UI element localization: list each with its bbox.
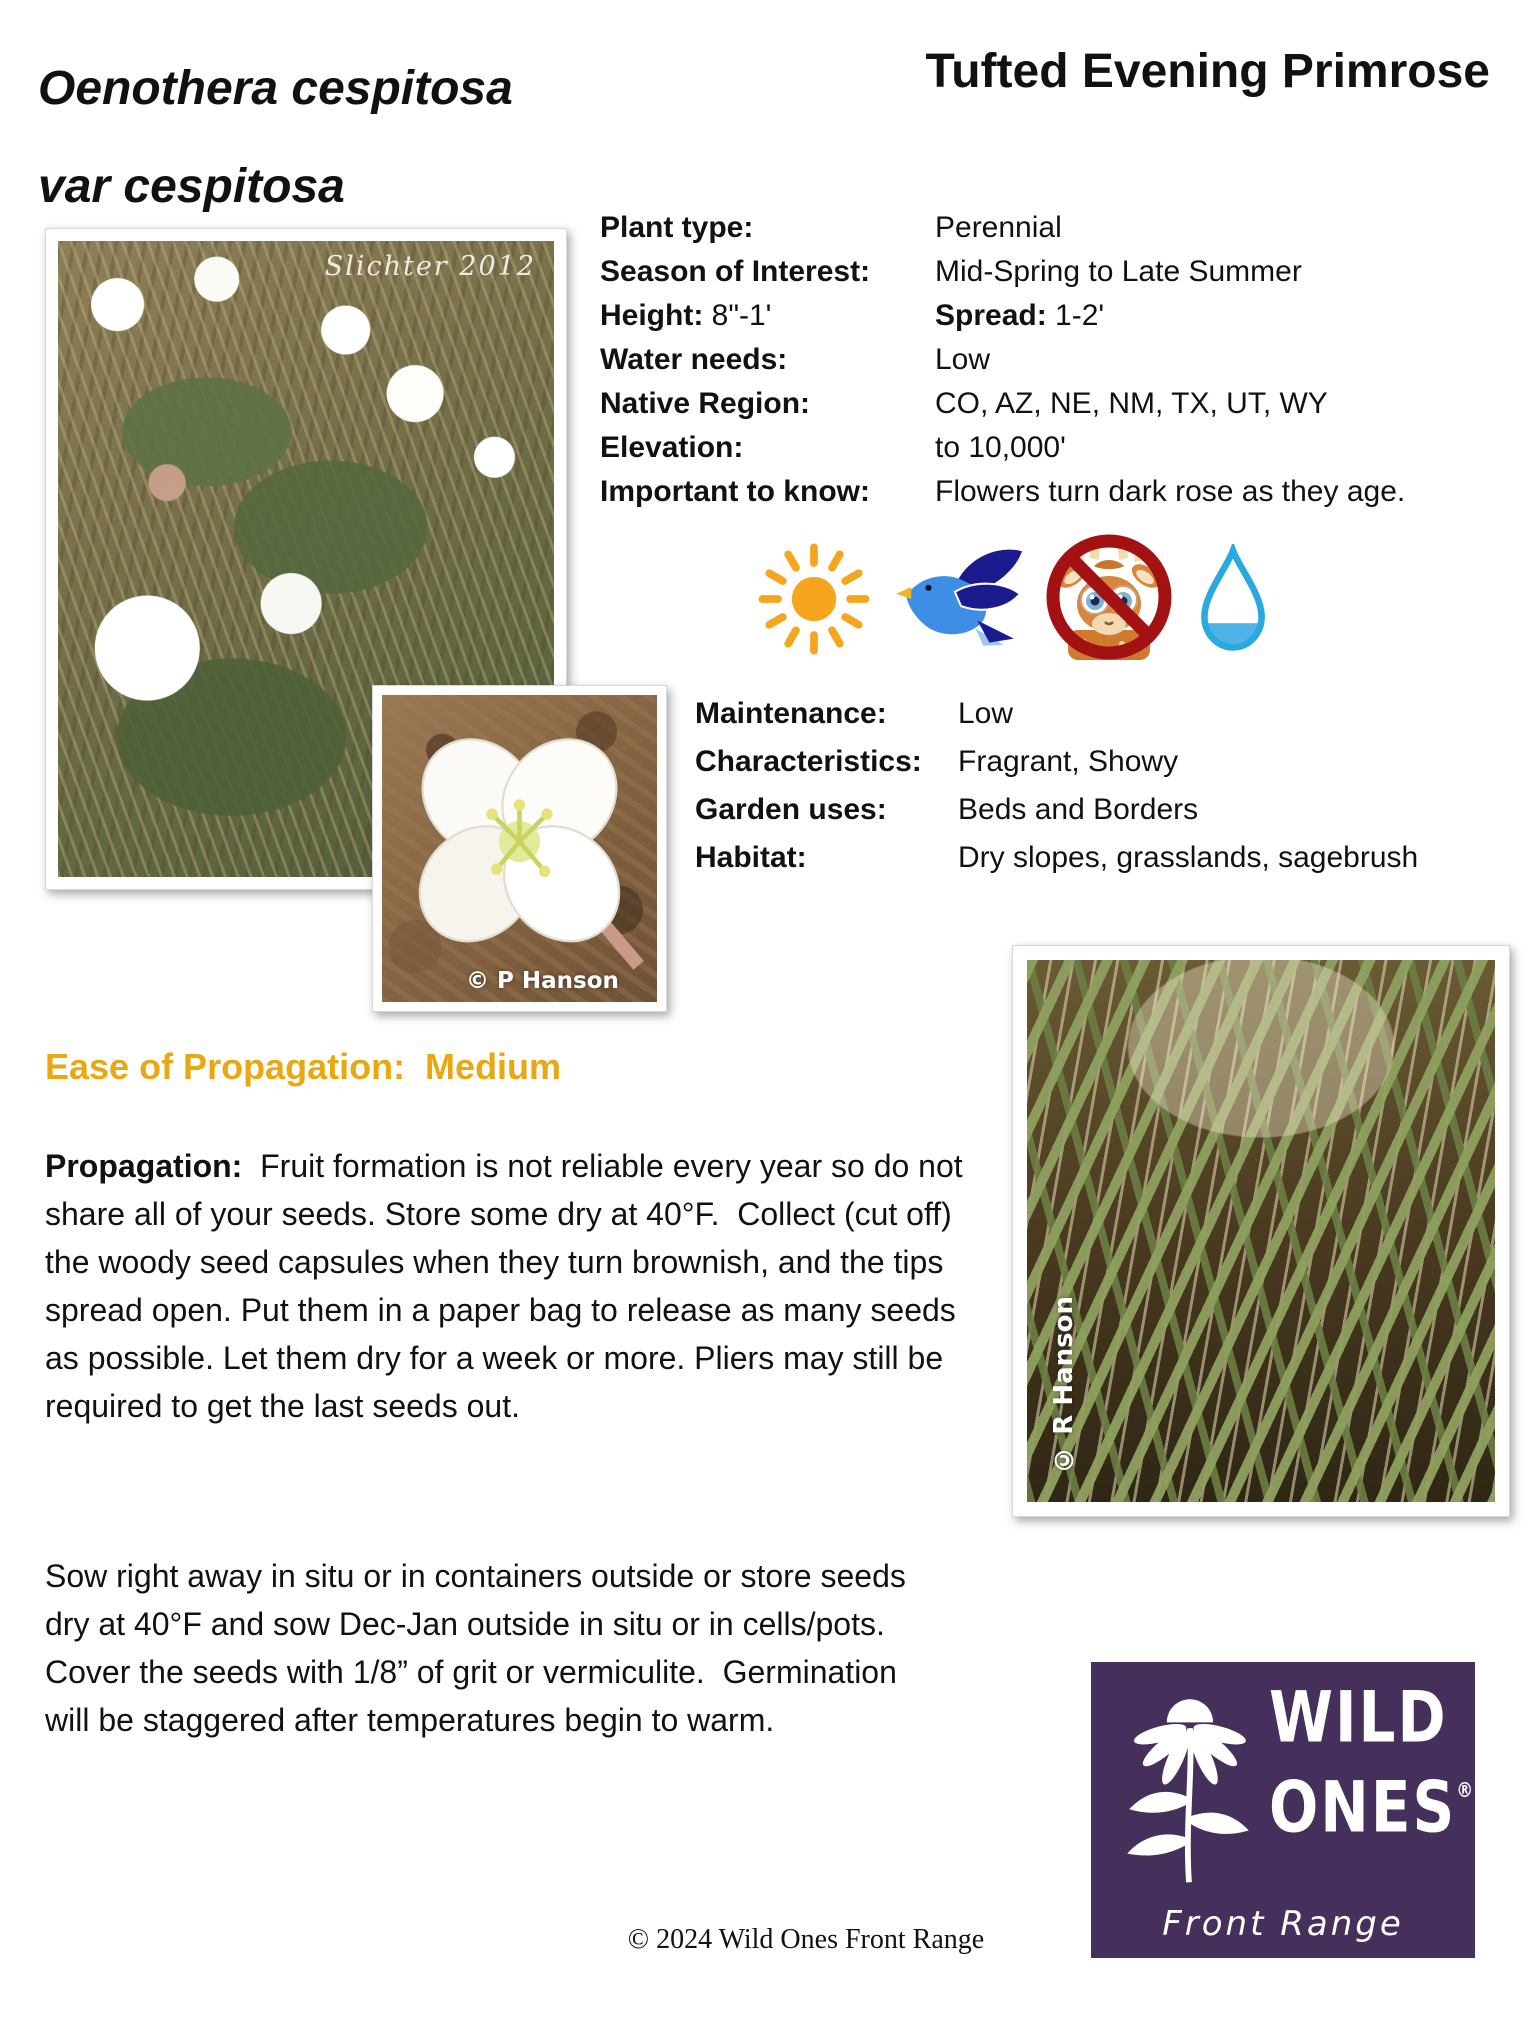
- photo-credit: © P Hanson: [465, 968, 619, 994]
- full-sun-icon: [753, 538, 875, 660]
- low-water-icon: [1193, 544, 1273, 654]
- detail-value: Low: [958, 697, 1014, 730]
- propagation-label: Propagation:: [45, 1148, 243, 1184]
- info-label: Plant type:: [600, 211, 754, 244]
- info-value: Flowers turn dark rose as they age.: [935, 475, 1406, 508]
- details-block: [695, 690, 1505, 882]
- info-value: CO, AZ, NE, NM, TX, UT, WY: [935, 387, 1328, 420]
- info-label: Native Region:: [600, 387, 811, 420]
- info-label: Season of Interest:: [600, 255, 871, 288]
- ease-of-propagation-heading: Ease of Propagation: Medium: [45, 1046, 562, 1087]
- info-label: [600, 294, 935, 338]
- table-row: [600, 294, 1500, 338]
- wild-ones-logo: [1091, 1662, 1475, 1958]
- plant-info-table: [600, 206, 1500, 514]
- table-row: [600, 382, 1500, 426]
- detail-label: Garden uses:: [695, 793, 887, 826]
- photo-credit: © R Hanson: [1049, 1296, 1079, 1474]
- info-value: Low: [935, 343, 991, 376]
- registered-trademark-symbol: ®: [1456, 1778, 1474, 1804]
- common-name-title: Tufted Evening Primrose: [925, 45, 1490, 98]
- detail-value: Dry slopes, grasslands, sagebrush: [958, 841, 1419, 874]
- logo-word-wild: WILD: [1269, 1675, 1448, 1759]
- detail-label: Characteristics:: [695, 745, 922, 778]
- sowing-paragraph: Sow right away in situ or in containers outside or store seeds dry at 40°F and sow Dec-Jan outside in situ or in cells/pots. Cover the seeds with 1/8” of grit or vermiculite. Germination will be staggered after temperatures begin to warm.: [45, 1558, 915, 1738]
- deer-resistant-icon: [1044, 534, 1174, 664]
- detail-row: [695, 786, 1505, 834]
- attracts-birds-icon: [894, 543, 1026, 655]
- suitability-icons-row: [753, 533, 1273, 665]
- seed-capsule-photo: [1012, 945, 1510, 1517]
- coneflower-icon: [1113, 1680, 1263, 1892]
- info-label: Water needs:: [600, 343, 788, 376]
- flower-closeup-photo: [372, 685, 667, 1012]
- detail-value: Fragrant, Showy: [958, 745, 1179, 778]
- height-value: 8"-1': [711, 299, 772, 332]
- info-value: [935, 294, 1500, 338]
- info-label: Elevation:: [600, 431, 744, 464]
- table-row: [600, 206, 1500, 250]
- latin-name-line1: Oenothera cespitosa: [38, 62, 513, 115]
- logo-subtitle: Front Range: [1162, 1904, 1404, 1944]
- seed-capsule-photo-image: [1027, 960, 1495, 1502]
- height-label: Height:: [600, 299, 704, 332]
- logo-wordmark: [1269, 1672, 1474, 1849]
- flower-closeup-photo-image: [382, 695, 657, 1002]
- info-value: to 10,000': [935, 431, 1066, 464]
- detail-label: Maintenance:: [695, 697, 887, 730]
- table-row: [600, 470, 1500, 514]
- latin-name-line2: var cespitosa: [38, 160, 345, 213]
- spread-value: 1-2': [1055, 299, 1105, 332]
- table-row: [600, 338, 1500, 382]
- logo-word-ones-text: ONES: [1269, 1765, 1457, 1849]
- detail-label: Habitat:: [695, 841, 807, 874]
- detail-row: [695, 834, 1505, 882]
- logo-word-ones: [1269, 1746, 1474, 1852]
- propagation-paragraph: [45, 1142, 985, 1430]
- info-label: Important to know:: [600, 475, 870, 508]
- photo-watermark: Slichter 2012: [324, 251, 536, 282]
- table-row: [600, 250, 1500, 294]
- detail-row: [695, 738, 1505, 786]
- detail-value: Beds and Borders: [958, 793, 1199, 826]
- page-copyright: © 2024 Wild Ones Front Range: [627, 1924, 985, 1955]
- table-row: [600, 426, 1500, 470]
- info-value: Perennial: [935, 211, 1062, 244]
- spread-label: Spread:: [935, 299, 1047, 332]
- propagation-text: Fruit formation is not reliable every year so do not share all of your seeds. Store some dry at 40°F. Collect (cut off) the woody seed capsules when they turn brownish, and the tips spread open. Put them in a paper bag to release as many seeds as possible. Let them dry for a week or more. Pliers may still be required to get the last seeds out.: [45, 1148, 972, 1424]
- detail-row: [695, 690, 1505, 738]
- info-value: Mid-Spring to Late Summer: [935, 255, 1302, 288]
